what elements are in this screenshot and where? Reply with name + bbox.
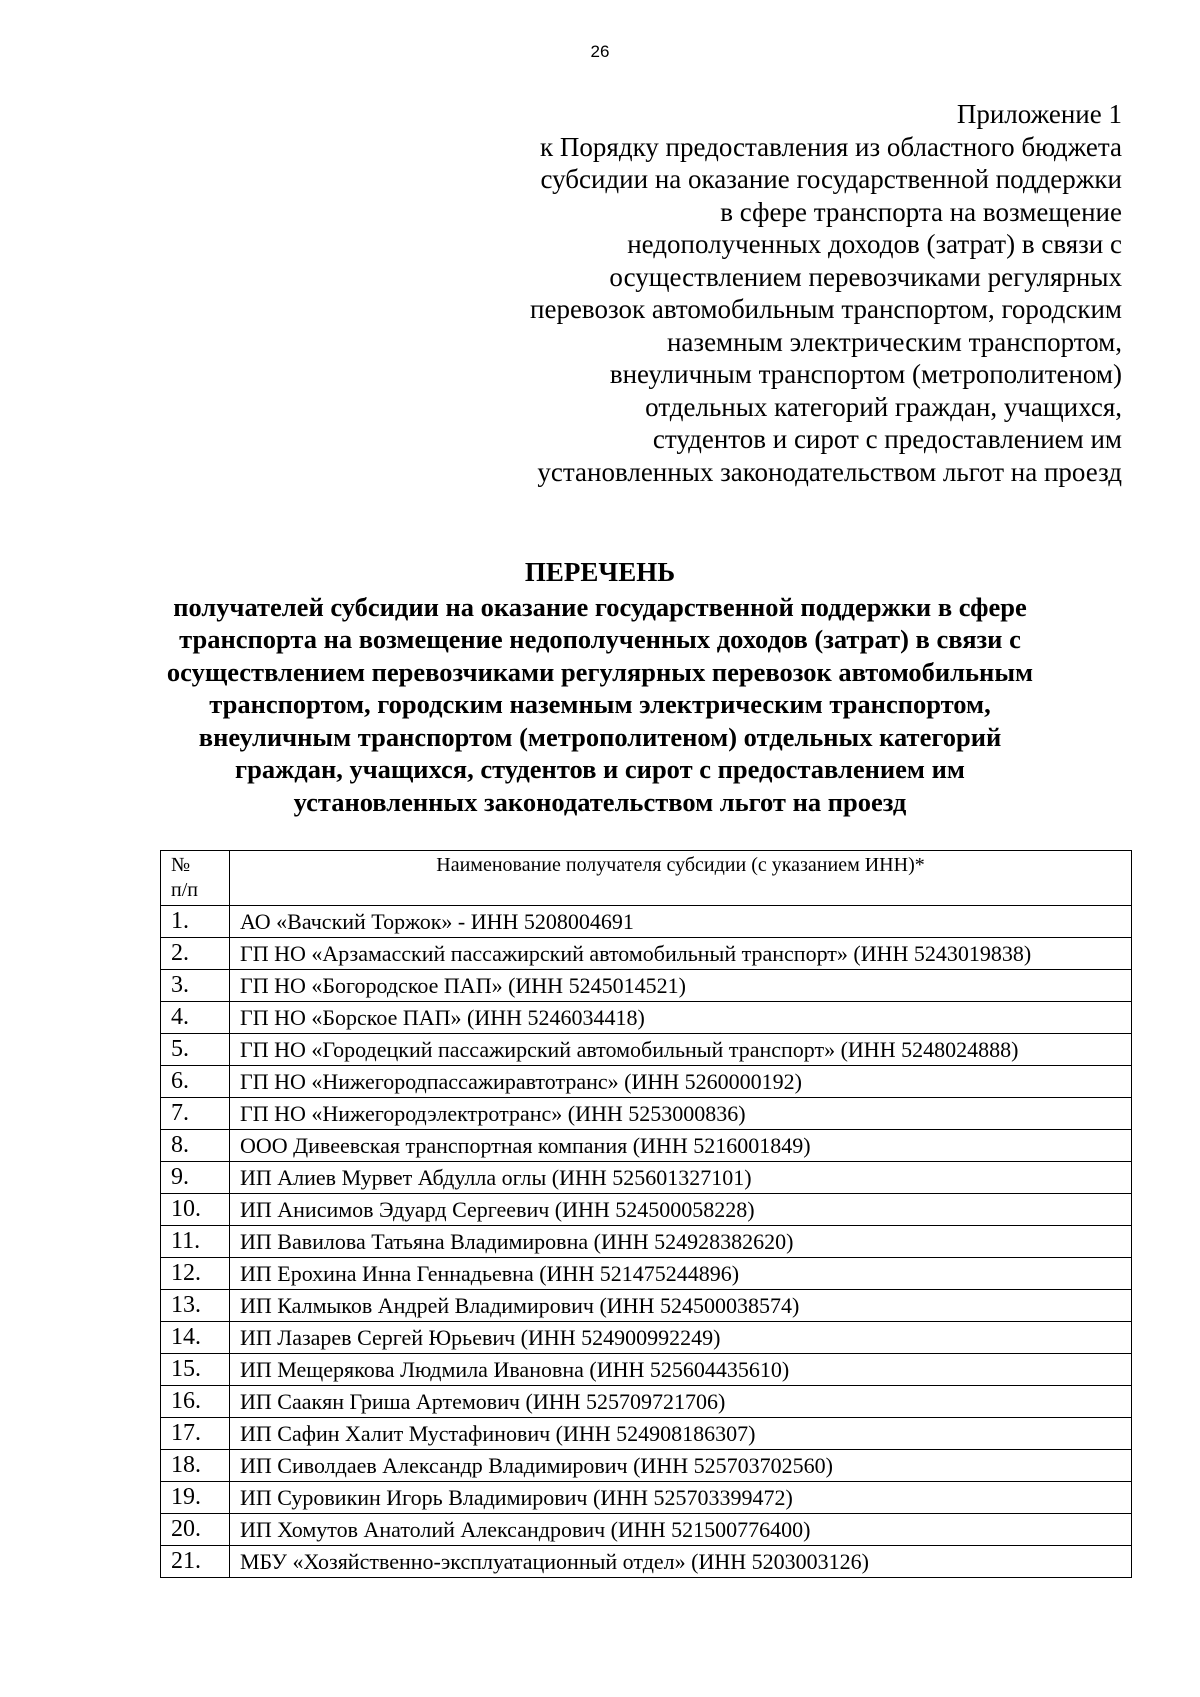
recipient-name: ИП Алиев Мурвет Абдулла оглы (ИНН 525601327101) <box>230 1162 1132 1194</box>
recipient-name: ИП Суровикин Игорь Владимирович (ИНН 525703399472) <box>230 1482 1132 1514</box>
table-row <box>161 1322 1132 1354</box>
row-number: 6. <box>161 1066 230 1098</box>
table-row <box>161 1482 1132 1514</box>
row-number: 19. <box>161 1482 230 1514</box>
row-number: 10. <box>161 1194 230 1226</box>
recipient-name: ГП НО «Арзамасский пассажирский автомобильный транспорт» (ИНН 5243019838) <box>230 938 1132 970</box>
table-row <box>161 1226 1132 1258</box>
title-line: граждан, учащихся, студентов и сирот с предоставлением им <box>235 754 965 784</box>
table-body <box>161 906 1132 1578</box>
row-number: 20. <box>161 1514 230 1546</box>
recipient-name: ГП НО «Городецкий пассажирский автомобильный транспорт» (ИНН 5248024888) <box>230 1034 1132 1066</box>
table-row <box>161 1290 1132 1322</box>
table-row <box>161 1546 1132 1578</box>
row-number: 18. <box>161 1450 230 1482</box>
table-row <box>161 1130 1132 1162</box>
recipient-name: ИП Сиволдаев Александр Владимирович (ИНН 525703702560) <box>230 1450 1132 1482</box>
title-line: установленных законодательством льгот на проезд <box>293 786 907 817</box>
table-row <box>161 1450 1132 1482</box>
recipient-name: ИП Мещерякова Людмила Ивановна (ИНН 525604435610) <box>230 1354 1132 1386</box>
recipient-name: ИП Анисимов Эдуард Сергеевич (ИНН 524500058228) <box>230 1194 1132 1226</box>
row-number: 15. <box>161 1354 230 1386</box>
appendix-line: Приложение 1 <box>956 99 1122 129</box>
table-row <box>161 1002 1132 1034</box>
row-number: 16. <box>161 1386 230 1418</box>
table-header-row <box>161 851 1132 906</box>
table-row <box>161 1194 1132 1226</box>
recipients-table <box>160 850 1132 1578</box>
title-line: осуществлением перевозчиками регулярных перевозок автомобильным <box>166 656 1034 687</box>
recipient-name: ООО Дивеевская транспортная компания (ИНН 5216001849) <box>230 1130 1132 1162</box>
recipient-name: ГП НО «Борское ПАП» (ИНН 5246034418) <box>230 1002 1132 1034</box>
row-number: 2. <box>161 938 230 970</box>
recipient-name: ИП Саакян Гриша Артемович (ИНН 525709721706) <box>230 1386 1132 1418</box>
table-row <box>161 906 1132 938</box>
recipient-name: ИП Калмыков Андрей Владимирович (ИНН 524500038574) <box>230 1290 1132 1322</box>
row-number: 13. <box>161 1290 230 1322</box>
appendix-line: отдельных категорий граждан, учащихся, <box>645 391 1122 422</box>
row-number: 11. <box>161 1226 230 1258</box>
recipient-name: ГП НО «Нижегородэлектротранс» (ИНН 5253000836) <box>230 1098 1132 1130</box>
header-number-line1: № <box>171 854 191 876</box>
appendix-line: внеуличным транспортом (метрополитеном) <box>609 359 1122 389</box>
recipient-name: ИП Ерохина Инна Геннадьевна (ИНН 521475244896) <box>230 1258 1132 1290</box>
appendix-line: субсидии на оказание государственной поддержки <box>540 164 1122 194</box>
table-row <box>161 1354 1132 1386</box>
recipient-name: ГП НО «Нижегородпассажиравтотранс» (ИНН 5260000192) <box>230 1066 1132 1098</box>
appendix-line: наземным электрическим транспортом, <box>666 326 1122 357</box>
appendix-line: установленных законодательством льгот на проезд <box>537 456 1122 487</box>
row-number: 7. <box>161 1098 230 1130</box>
title-line: транспорта на возмещение недополученных доходов (затрат) в связи с <box>179 624 1021 654</box>
appendix-reference <box>422 98 1122 488</box>
table-row <box>161 1386 1132 1418</box>
table-row <box>161 1034 1132 1066</box>
row-number: 17. <box>161 1418 230 1450</box>
appendix-line: недополученных доходов (затрат) в связи с <box>627 229 1122 259</box>
title-heading: ПЕРЕЧЕНЬ <box>524 557 676 587</box>
row-number: 9. <box>161 1162 230 1194</box>
title-line: внеуличным транспортом (метрополитеном) отдельных категорий <box>198 721 1002 752</box>
row-number: 14. <box>161 1322 230 1354</box>
table-row <box>161 938 1132 970</box>
recipient-name: ИП Вавилова Татьяна Владимировна (ИНН 524928382620) <box>230 1226 1132 1258</box>
recipient-name: ИП Сафин Халит Мустафинович (ИНН 524908186307) <box>230 1418 1132 1450</box>
document-title <box>140 556 1060 818</box>
header-number-line2: п/п <box>171 879 198 901</box>
page-number: 26 <box>590 42 610 61</box>
appendix-line: к Порядку предоставления из областного бюджета <box>540 131 1122 162</box>
row-number: 12. <box>161 1258 230 1290</box>
recipient-name: ГП НО «Богородское ПАП» (ИНН 5245014521) <box>230 970 1132 1002</box>
appendix-line: осуществлением перевозчиками регулярных <box>609 261 1122 292</box>
table-row <box>161 1258 1132 1290</box>
row-number: 5. <box>161 1034 230 1066</box>
appendix-line: в сфере транспорта на возмещение <box>720 196 1122 227</box>
title-line: транспортом, городским наземным электрическим транспортом, <box>209 689 991 719</box>
table-row <box>161 1162 1132 1194</box>
row-number: 21. <box>161 1546 230 1578</box>
table-row <box>161 1514 1132 1546</box>
header-name: Наименование получателя субсидии (с указанием ИНН)* <box>230 851 1132 906</box>
recipient-name: МБУ «Хозяйственно-эксплуатационный отдел» (ИНН 5203003126) <box>230 1546 1132 1578</box>
row-number: 4. <box>161 1002 230 1034</box>
appendix-line: перевозок автомобильным транспортом, городским <box>530 294 1122 324</box>
table-row <box>161 1418 1132 1450</box>
row-number: 1. <box>161 906 230 938</box>
recipient-name: ИП Хомутов Анатолий Александрович (ИНН 521500776400) <box>230 1514 1132 1546</box>
title-line: получателей субсидии на оказание государственной поддержки в сфере <box>173 591 1027 622</box>
table-row <box>161 970 1132 1002</box>
row-number: 3. <box>161 970 230 1002</box>
recipient-name: ИП Лазарев Сергей Юрьевич (ИНН 524900992249) <box>230 1322 1132 1354</box>
header-number <box>161 851 230 906</box>
recipient-name: АО «Вачский Торжок» - ИНН 5208004691 <box>230 906 1132 938</box>
table-row <box>161 1098 1132 1130</box>
appendix-line: студентов и сирот с предоставлением им <box>652 424 1122 454</box>
row-number: 8. <box>161 1130 230 1162</box>
table-row <box>161 1066 1132 1098</box>
